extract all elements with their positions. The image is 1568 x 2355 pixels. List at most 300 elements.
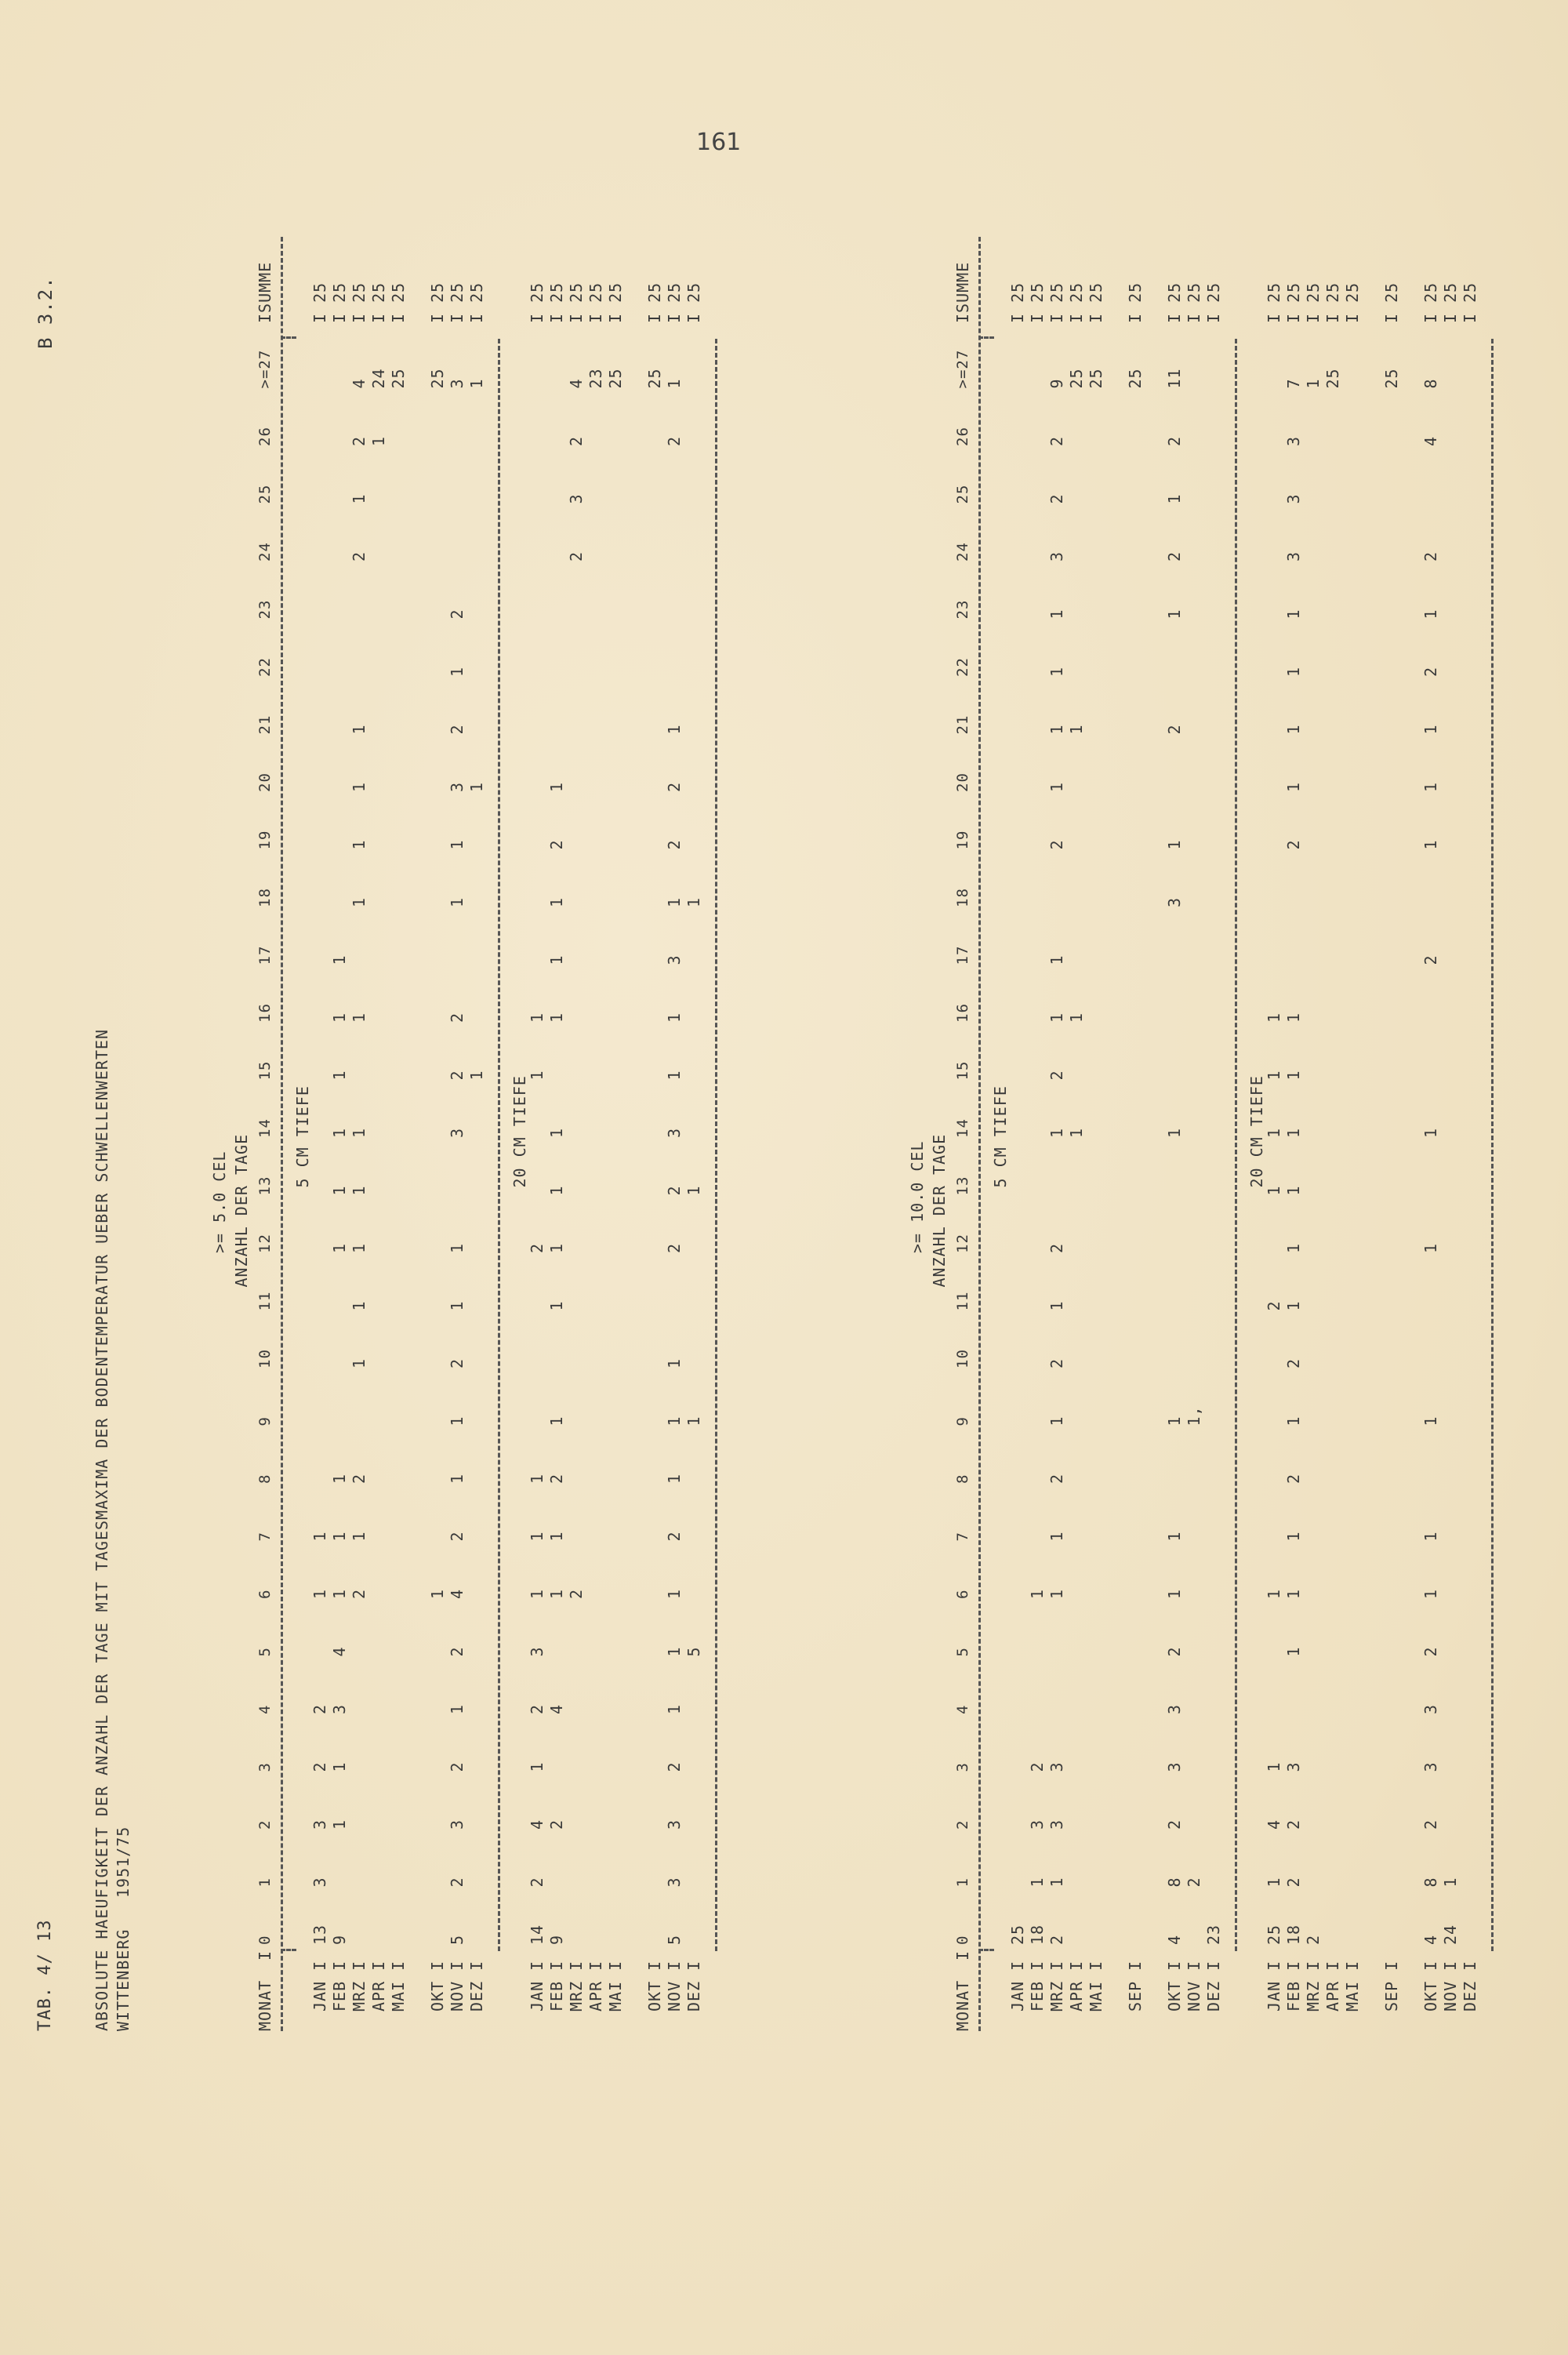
table-cell: 2 [567, 1588, 586, 1599]
month-label: OKT I [1165, 1960, 1184, 2012]
period: 1951/75 [114, 1826, 132, 1898]
table-title: ABSOLUTE HAEUFIGKEIT DER ANZAHL DER TAGE MIT TAGESMAXIMA DER BODENTEMPERATUR UEBER SCHWELLENWERTEN [93, 1028, 111, 2031]
table-cell: 1 [1421, 1416, 1440, 1426]
table-cell: 1 [1304, 378, 1323, 389]
table-cell: 3 [665, 1819, 684, 1830]
row-sum: I 25 [528, 282, 546, 323]
table-cell: 4 [330, 1646, 349, 1657]
day-column-header: 16 [954, 1003, 971, 1023]
table-cell: 4 [528, 1819, 546, 1830]
table-cell: 2 [665, 1761, 684, 1772]
table-cell: 1 [547, 1127, 566, 1138]
table-cell: 24 [369, 368, 388, 389]
table-cell: 1 [665, 1703, 684, 1714]
table-cell: 3 [310, 1819, 329, 1830]
table-cell: 1 [1165, 609, 1184, 620]
table-cell: 1 [1028, 1877, 1047, 1888]
row-sum: I 25 [310, 282, 329, 323]
table-cell: 2 [448, 1761, 466, 1772]
table-cell: 4 [547, 1703, 566, 1714]
day-column-header: 9 [256, 1416, 274, 1426]
table-cell: 2 [665, 1185, 684, 1196]
day-column-header: 26 [256, 427, 274, 446]
day-column-header: 19 [256, 830, 274, 850]
row-sum: I 25 [606, 282, 625, 323]
month-label: DEZ I [467, 1960, 486, 2012]
month-label: MRZ I [1047, 1960, 1066, 2012]
day-column-header: 22 [954, 657, 971, 677]
day-column-header: 7 [954, 1532, 971, 1542]
table-cell: 1 [1047, 724, 1066, 735]
table-cell: 1 [528, 1531, 546, 1542]
table-cell: 1 [1047, 954, 1066, 965]
table-cell: 3 [1284, 493, 1303, 504]
table-cell: 2 [1284, 1473, 1303, 1484]
table-cell: 1 [1067, 1127, 1086, 1138]
table-cell: 3 [448, 781, 466, 792]
table-cell: 1 [528, 1070, 546, 1081]
table-cell: 2 [1265, 1300, 1283, 1311]
table-cell: 2 [528, 1877, 546, 1888]
month-label: SEP I [1126, 1960, 1145, 2012]
table-cell: 3 [448, 378, 466, 389]
table-cell: 2 [1165, 1819, 1184, 1830]
table-cell: 1 [1265, 1185, 1283, 1196]
day-column-header: 15 [954, 1060, 971, 1081]
row-sum: I 25 [1284, 282, 1303, 323]
days-header: ANZAHL DER TAGE [232, 1133, 251, 1288]
table-cell: 23 [1204, 1924, 1223, 1945]
table-cell: 3 [1165, 1703, 1184, 1714]
day-column-header: 4 [256, 1704, 274, 1714]
table-cell: 1 [448, 1300, 466, 1311]
table-cell: 3 [1165, 1761, 1184, 1772]
table-cell: 5 [448, 1934, 466, 1945]
section-code: B 3.2. [34, 276, 56, 349]
table-cell: 1 [1067, 1012, 1086, 1023]
table-cell: 1 [1284, 609, 1303, 620]
table-id: TAB. 4/ 13 [35, 1919, 55, 2031]
day-column-header: 24 [954, 542, 971, 561]
table-cell: 1 [1047, 1127, 1066, 1138]
table-cell: 2 [1284, 1877, 1303, 1888]
depth-label: 20 CM TIEFE [1247, 1075, 1266, 1188]
day-column-header: 2 [256, 1819, 274, 1830]
day-column-header: 6 [954, 1589, 971, 1599]
table-cell: 1, [1185, 1405, 1203, 1426]
depth-label: 20 CM TIEFE [510, 1075, 529, 1188]
month-label: APR I [1323, 1960, 1342, 2012]
table-cell: 1 [665, 1588, 684, 1599]
table-cell: 3 [665, 954, 684, 965]
table-cell: 1 [467, 781, 486, 792]
station-name: WITTENBERG [114, 1928, 132, 2031]
table-cell: 1 [1284, 781, 1303, 792]
table-cell: 1 [350, 1012, 368, 1023]
table-cell: 1 [1165, 493, 1184, 504]
table-cell: 25 [1265, 1924, 1283, 1945]
table-cell: 2 [350, 1588, 368, 1599]
day-column-header: 3 [256, 1762, 274, 1772]
table-cell: 2 [1047, 839, 1066, 850]
table-cell: 25 [1067, 368, 1086, 389]
day-column-header: 12 [954, 1234, 971, 1253]
table-cell: 1 [369, 435, 388, 446]
table-cell: 3 [528, 1646, 546, 1657]
month-label: MAI I [1087, 1960, 1105, 2012]
day-column-header: 16 [256, 1003, 274, 1023]
table-cell: 1 [310, 1531, 329, 1542]
table-cell: 3 [310, 1877, 329, 1888]
table-cell: 4 [350, 378, 368, 389]
table-cell: 25 [428, 368, 447, 389]
depth-separator-rule [715, 339, 717, 1951]
row-sum: I 25 [1382, 282, 1401, 323]
table-cell: 1 [1047, 1012, 1066, 1023]
month-label: SEP I [1382, 1960, 1401, 2012]
table-cell: 1 [330, 1473, 349, 1484]
table-cell: 1 [1421, 839, 1440, 850]
table-cell: 1 [1265, 1877, 1283, 1888]
table-cell: 2 [1421, 954, 1440, 965]
table-cell: 1 [1284, 1127, 1303, 1138]
table-cell: 2 [448, 1531, 466, 1542]
threshold-label: >= 5.0 CEL [210, 1150, 229, 1253]
table-cell: 1 [1284, 666, 1303, 677]
table-cell: 3 [1047, 551, 1066, 561]
month-label: FEB I [547, 1960, 566, 2012]
table-cell: 25 [1087, 368, 1105, 389]
table-cell: 1 [528, 1761, 546, 1772]
sum-column-header: ISUMME [256, 261, 274, 323]
day-column-header: 4 [954, 1704, 971, 1714]
depth-label: 5 CM TIEFE [293, 1085, 312, 1188]
day-column-header: 12 [256, 1234, 274, 1253]
table-cell: 1 [330, 1761, 349, 1772]
depth-separator-rule [1235, 339, 1237, 1951]
table-cell: 1 [350, 1300, 368, 1311]
month-label: MRZ I [1304, 1960, 1323, 2012]
table-cell: 2 [1047, 1070, 1066, 1081]
table-cell: 2 [1047, 1357, 1066, 1368]
table-cell: 1 [350, 839, 368, 850]
table-cell: 1 [330, 1185, 349, 1196]
table-cell: 1 [547, 1012, 566, 1023]
table-cell: 3 [1165, 896, 1184, 907]
table-cell: 1 [1047, 609, 1066, 620]
day-column-header: 14 [256, 1118, 274, 1138]
day-column-header: 5 [954, 1647, 971, 1657]
month-label: JAN I [528, 1960, 546, 2012]
day-column-header: 25 [954, 484, 971, 504]
table-cell: 1 [1265, 1012, 1283, 1023]
table-right-rule [281, 336, 296, 339]
table-cell: 1 [1284, 1070, 1303, 1081]
row-sum: I 25 [1126, 282, 1145, 323]
table-cell: 1 [448, 839, 466, 850]
table-cell: 2 [567, 551, 586, 561]
month-column-header: MONAT [256, 1979, 274, 2031]
table-cell: 1 [1421, 724, 1440, 735]
table-cell: 1 [1067, 724, 1086, 735]
day-column-header: 23 [954, 599, 971, 620]
table-cell: 1 [350, 1185, 368, 1196]
day-column-header: 13 [256, 1176, 274, 1196]
table-cell: 1 [448, 1416, 466, 1426]
table-cell: 1 [665, 378, 684, 389]
table-cell: 2 [350, 551, 368, 561]
table-cell: 1 [1284, 1012, 1303, 1023]
table-cell: 1 [1421, 781, 1440, 792]
table-cell: 13 [310, 1924, 329, 1945]
table-cell: 1 [665, 1473, 684, 1484]
day-column-header: 2 [954, 1819, 971, 1830]
day-column-header: 21 [954, 714, 971, 735]
month-label: MAI I [389, 1960, 408, 2012]
row-sum: I 25 [684, 282, 703, 323]
table-cell: 1 [547, 1588, 566, 1599]
table-cell: 1 [547, 954, 566, 965]
table-cell: 1 [310, 1588, 329, 1599]
table-cell: 1 [1165, 1127, 1184, 1138]
table-cell: 1 [1165, 1531, 1184, 1542]
table-cell: 2 [665, 1531, 684, 1542]
table-cell: 1 [448, 666, 466, 677]
day-column-header: 11 [954, 1291, 971, 1311]
table-cell: 2 [1284, 1819, 1303, 1830]
table-cell: 2 [1047, 435, 1066, 446]
day-column-header: 1 [256, 1877, 274, 1888]
depth-label: 5 CM TIEFE [991, 1085, 1010, 1188]
row-sum: I 25 [1343, 282, 1362, 323]
row-sum: I 25 [448, 282, 466, 323]
table-cell: 14 [528, 1924, 546, 1945]
day-column-header: 1 [954, 1877, 971, 1888]
table-cell: 4 [1165, 1934, 1184, 1945]
threshold-label: >= 10.0 CEL [908, 1140, 927, 1253]
table-cell: 2 [1421, 1819, 1440, 1830]
table-cell: 1 [1284, 724, 1303, 735]
row-sum: I 25 [428, 282, 447, 323]
day-column-header: >=27 [954, 349, 971, 389]
table-cell: 1 [1047, 1416, 1066, 1426]
table-cell: 11 [1165, 368, 1184, 389]
table-cell: 1 [1421, 1588, 1440, 1599]
table-cell: 2 [665, 435, 684, 446]
table-cell: 1 [528, 1473, 546, 1484]
table-cell: 2 [1165, 435, 1184, 446]
table-cell: 1 [1284, 1185, 1303, 1196]
table-cell: 1 [528, 1012, 546, 1023]
month-label: JAN I [310, 1960, 329, 2012]
table-cell: 5 [684, 1646, 703, 1657]
table-cell: 2 [448, 609, 466, 620]
table-cell: 9 [1047, 378, 1066, 389]
table-cell: 1 [1265, 1588, 1283, 1599]
month-label: FEB I [1284, 1960, 1303, 2012]
row-sum: I 25 [1047, 282, 1066, 323]
table-cell: 2 [350, 1473, 368, 1484]
table-cell: 3 [330, 1703, 349, 1714]
table-left-rule [281, 1949, 296, 1951]
table-cell: 1 [428, 1588, 447, 1599]
table-cell: 1 [1284, 1588, 1303, 1599]
table-cell: 1 [350, 493, 368, 504]
table-cell: 1 [1421, 1242, 1440, 1253]
table-cell: 1 [665, 1357, 684, 1368]
table-cell: 2 [1165, 1646, 1184, 1657]
header-separator: I [953, 1950, 972, 1961]
row-sum: I 25 [1265, 282, 1283, 323]
day-column-header: 24 [256, 542, 274, 561]
day-column-header: 5 [256, 1647, 274, 1657]
day-column-header: 10 [954, 1349, 971, 1368]
table-cell: 1 [528, 1588, 546, 1599]
table-cell: 2 [1185, 1877, 1203, 1888]
table-cell: 1 [1284, 1531, 1303, 1542]
month-column-header: MONAT [953, 1979, 972, 2031]
month-label: APR I [586, 1960, 605, 2012]
header-separator: I [256, 1950, 274, 1961]
month-label: APR I [1067, 1960, 1086, 2012]
table-cell: 1 [1165, 839, 1184, 850]
table-cell: 1 [1047, 1531, 1066, 1542]
month-label: NOV I [1185, 1960, 1203, 2012]
table-cell: 1 [547, 1531, 566, 1542]
table-cell: 1 [1284, 1416, 1303, 1426]
month-label: FEB I [330, 1960, 349, 2012]
day-column-header: 9 [954, 1416, 971, 1426]
day-column-header: 20 [256, 772, 274, 792]
table-cell: 3 [1284, 551, 1303, 561]
table-cell: 2 [1304, 1934, 1323, 1945]
row-sum: I 25 [1165, 282, 1184, 323]
table-right-rule [978, 336, 994, 339]
table-cell: 1 [1165, 1588, 1184, 1599]
table-cell: 2 [1028, 1761, 1047, 1772]
table-cell: 7 [1284, 378, 1303, 389]
row-sum: I 25 [567, 282, 586, 323]
table-cell: 4 [1421, 1934, 1440, 1945]
table-cell: 1 [684, 896, 703, 907]
table-cell: 8 [1421, 378, 1440, 389]
table-cell: 1 [1165, 1416, 1184, 1426]
day-column-header: 15 [256, 1060, 274, 1081]
table-cell: 3 [1047, 1819, 1066, 1830]
table-cell: 1 [547, 1185, 566, 1196]
table-cell: 1 [1421, 1531, 1440, 1542]
page-number: 161 [696, 129, 742, 156]
table-cell: 3 [1028, 1819, 1047, 1830]
table-cell: 1 [684, 1416, 703, 1426]
row-sum: I 25 [1087, 282, 1105, 323]
row-sum: I 25 [547, 282, 566, 323]
day-column-header: 25 [256, 484, 274, 504]
table-cell: 2 [310, 1703, 329, 1714]
row-sum: I 25 [369, 282, 388, 323]
header-rule [281, 237, 283, 2031]
table-cell: 1 [547, 896, 566, 907]
month-label: OKT I [428, 1960, 447, 2012]
table-cell: 1 [330, 1242, 349, 1253]
table-cell: 2 [448, 1646, 466, 1657]
day-column-header: 17 [954, 945, 971, 965]
table-cell: 25 [1323, 368, 1342, 389]
day-column-header: 19 [954, 830, 971, 850]
day-column-header: 22 [256, 657, 274, 677]
day-column-header: 13 [954, 1176, 971, 1196]
table-cell: 2 [448, 1070, 466, 1081]
table-cell: 2 [547, 1819, 566, 1830]
table-cell: 2 [1047, 493, 1066, 504]
table-cell: 1 [330, 1531, 349, 1542]
table-cell: 1 [1284, 1300, 1303, 1311]
day-column-header: 26 [954, 427, 971, 446]
day-column-header: 21 [256, 714, 274, 735]
table-cell: 1 [665, 1416, 684, 1426]
day-column-header: 3 [954, 1762, 971, 1772]
table-cell: 1 [330, 1127, 349, 1138]
day-column-header: 18 [954, 888, 971, 907]
table-cell: 25 [1382, 368, 1401, 389]
table-cell: 1 [1047, 1588, 1066, 1599]
row-sum: I 25 [1028, 282, 1047, 323]
table-cell: 2 [665, 839, 684, 850]
table-cell: 1 [448, 1242, 466, 1253]
table-cell: 2 [1421, 551, 1440, 561]
table-cell: 9 [547, 1934, 566, 1945]
table-cell: 1 [665, 1012, 684, 1023]
table-cell: 1 [1421, 1127, 1440, 1138]
row-sum: I 25 [1421, 282, 1440, 323]
row-sum: I 25 [389, 282, 408, 323]
table-cell: 2 [547, 1473, 566, 1484]
table-cell: 24 [1441, 1924, 1460, 1945]
day-column-header: 10 [256, 1349, 274, 1368]
days-header: ANZAHL DER TAGE [930, 1133, 949, 1288]
table-cell: 1 [350, 1531, 368, 1542]
table-cell: 3 [567, 493, 586, 504]
month-label: OKT I [1421, 1960, 1440, 2012]
table-cell: 1 [547, 1416, 566, 1426]
row-sum: I 25 [467, 282, 486, 323]
table-cell: 2 [448, 1012, 466, 1023]
table-cell: 25 [606, 368, 625, 389]
month-label: DEZ I [1461, 1960, 1479, 2012]
row-sum: I 25 [1185, 282, 1203, 323]
table-cell: 1 [330, 1070, 349, 1081]
table-cell: 1 [467, 378, 486, 389]
rotated-table-sheet [24, 0, 1479, 2039]
table-cell: 1 [330, 1012, 349, 1023]
table-cell: 2 [1047, 1934, 1066, 1945]
table-cell: 3 [665, 1127, 684, 1138]
table-cell: 1 [665, 724, 684, 735]
day-column-header: 18 [256, 888, 274, 907]
table-cell: 1 [1421, 609, 1440, 620]
day-column-header: 7 [256, 1532, 274, 1542]
table-cell: 1 [684, 1185, 703, 1196]
month-label: APR I [369, 1960, 388, 2012]
table-cell: 25 [1126, 368, 1145, 389]
table-cell: 1 [350, 781, 368, 792]
day-column-header: >=27 [256, 349, 274, 389]
row-sum: I 25 [1204, 282, 1223, 323]
day-column-header: 14 [954, 1118, 971, 1138]
table-cell: 8 [1421, 1877, 1440, 1888]
day-column-header: 11 [256, 1291, 274, 1311]
table-cell: 23 [586, 368, 605, 389]
